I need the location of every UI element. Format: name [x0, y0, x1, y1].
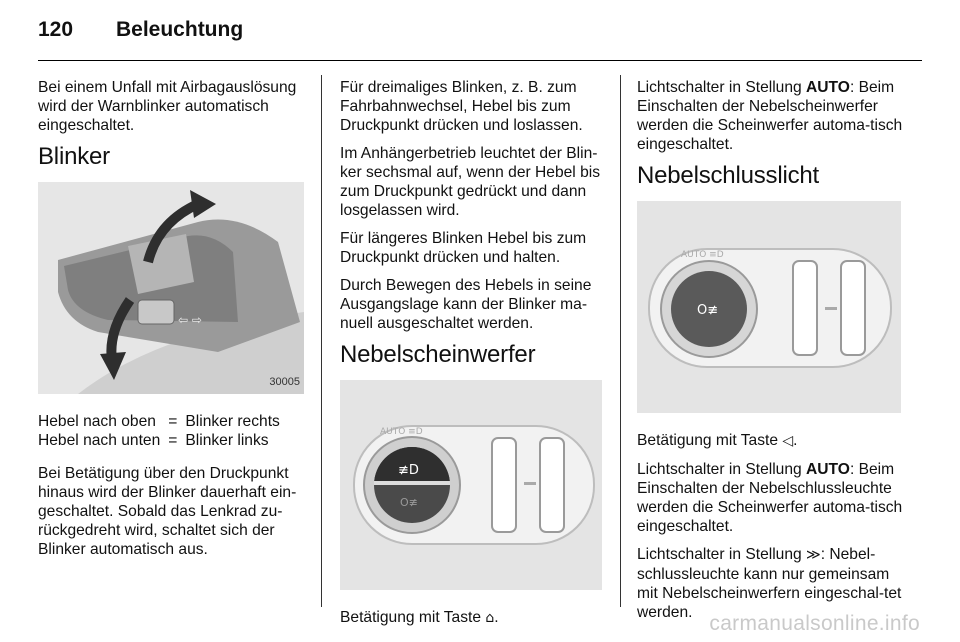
text: Lichtschalter in Stellung	[637, 79, 807, 96]
fog-light-switch-illustration	[340, 380, 602, 590]
text: : Beim Einschalten der Nebelschlussleuchte werden die Scheinwerfer automa-tisch eingeschaltet.	[637, 461, 903, 535]
section-heading-nebelscheinwerfer: Nebelscheinwerfer	[340, 341, 536, 368]
table-cell: Blinker rechts	[185, 413, 280, 430]
figure-caption	[637, 431, 903, 451]
table-row	[38, 431, 280, 450]
paragraph	[637, 460, 903, 536]
paragraph	[637, 545, 903, 622]
table-cell: Blinker links	[185, 432, 269, 449]
table-cell: Hebel nach unten	[38, 432, 161, 449]
lever-table	[38, 412, 280, 450]
turn-signal-lever-figure	[38, 182, 304, 394]
rear-fog-light-switch-figure	[637, 201, 901, 413]
svg-text:O≢: O≢	[697, 303, 719, 318]
table-cell: Hebel nach oben	[38, 413, 156, 430]
svg-text:≢D: ≢D	[398, 463, 419, 478]
rear-fog-light-switch-illustration	[637, 201, 901, 413]
auto-label: AUTO	[806, 461, 850, 478]
section-heading-nebelschlusslicht: Nebelschlusslicht	[637, 162, 820, 189]
text: Lichtschalter in Stellung	[637, 461, 807, 478]
rear-fog-light-icon: ◁	[782, 433, 794, 449]
page-header	[38, 18, 243, 42]
caption-end: .	[793, 432, 798, 449]
svg-text:AUTO ≡D: AUTO ≡D	[681, 250, 724, 260]
section-heading-blinker: Blinker	[38, 143, 110, 170]
table-cell: =	[168, 432, 178, 449]
auto-label: AUTO	[806, 79, 850, 96]
watermark: carmanualsonline.info	[709, 612, 920, 635]
svg-text:O≢: O≢	[400, 496, 418, 509]
page-title: Beleuchtung	[116, 18, 244, 41]
column-divider-2	[620, 75, 621, 607]
table-cell: =	[168, 413, 178, 430]
page-number: 120	[38, 18, 74, 41]
paragraph: Für dreimaliges Blinken, z. B. zum Fahrbahnwechsel, Hebel bis zum Druckpunkt drücken und loslassen.	[340, 79, 583, 134]
table-row	[38, 412, 280, 431]
column-divider-1	[321, 75, 322, 607]
column-1	[38, 78, 306, 568]
svg-text:⇦ ⇨: ⇦ ⇨	[178, 313, 202, 327]
caption-text: Betätigung mit Taste	[637, 432, 783, 449]
paragraph: Durch Bewegen des Hebels in seine Ausgangslage kann der Blinker ma-nuell ausgeschaltet werden.	[340, 277, 592, 332]
fog-light-switch-figure	[340, 380, 602, 590]
text: : Nebel-schlussleuchte kann nur gemeinsam mit Nebelscheinwerfern eingeschal-tet werden.	[637, 546, 902, 621]
paragraph: Im Anhängerbetrieb leuchtet der Blin-ker sechsmal auf, wenn der Hebel bis zum Druckpunkt gedrückt und dann losgelassen wird.	[340, 145, 601, 219]
text: : Beim Einschalten der Nebelscheinwerfer werden die Scheinwerfer automa-tisch eingeschaltet.	[637, 79, 903, 153]
caption-end: .	[494, 609, 499, 626]
paragraph: Bei Betätigung über den Druckpunkt hinaus wird der Blinker dauerhaft ein-geschaltet. Sobald das Lenkrad zu-rückgedreht wird, schaltet sich der Blinker automatisch aus.	[38, 465, 297, 558]
column-2	[340, 78, 604, 637]
column-3	[637, 78, 903, 631]
low-beam-icon: ≫	[806, 547, 821, 563]
turn-signal-lever-illustration	[38, 182, 304, 394]
paragraph: Für längeres Blinken Hebel bis zum Druckpunkt drücken und halten.	[340, 230, 587, 266]
caption-text: Betätigung mit Taste	[340, 609, 486, 626]
fog-light-icon: ⌂	[485, 610, 495, 626]
paragraph	[637, 78, 903, 154]
text: Lichtschalter in Stellung	[637, 546, 807, 563]
intro-paragraph: Bei einem Unfall mit Airbagauslösung wird der Warnblinker automatisch eingeschaltet.	[38, 79, 297, 134]
figure-caption	[340, 608, 604, 628]
svg-text:AUTO ≡D: AUTO ≡D	[380, 427, 423, 437]
header-rule	[38, 60, 922, 61]
figure-number: 30005	[269, 376, 300, 388]
